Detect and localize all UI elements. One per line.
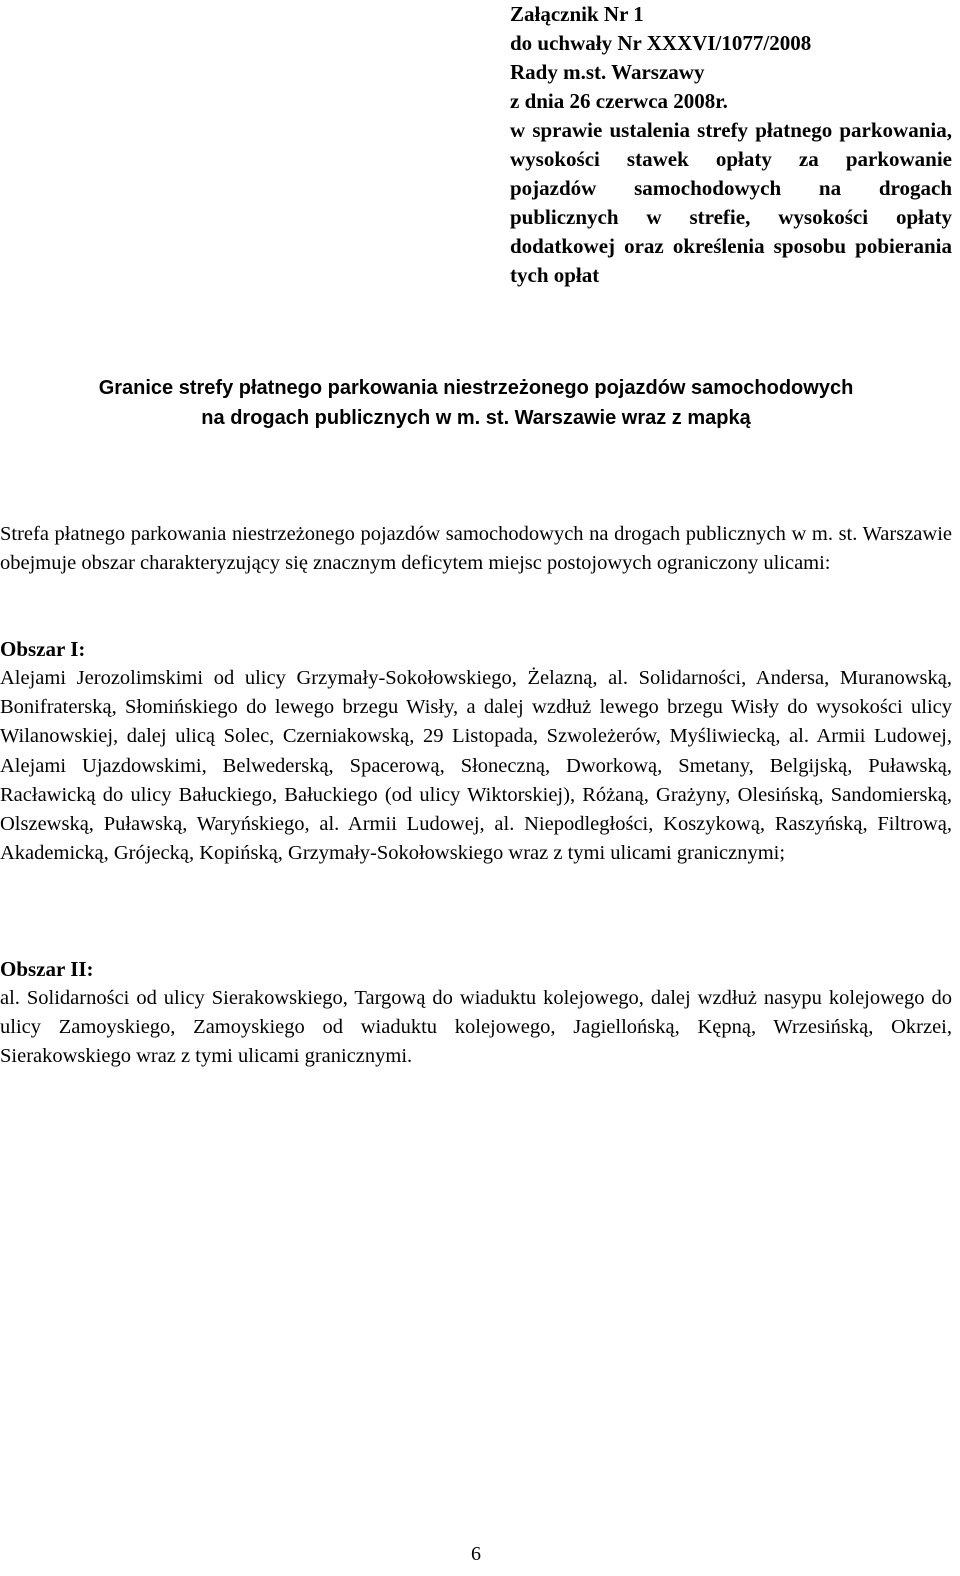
document-title — [0, 373, 952, 433]
attachment-number: Załącznik Nr 1 — [510, 2, 644, 26]
intro-paragraph: Strefa płatnego parkowania niestrzeżonego pojazdów samochodowych na drogach publicznych w m. st. Warszawie obejmuje obszar charakteryzujący się znacznym deficytem miejsc postojowych ograniczony ulicami: — [0, 523, 952, 575]
area-1-description: Alejami Jerozolimskimi od ulicy Grzymały-Sokołowskiego, Żelazną, al. Solidarności, Andersa, Muranowską, Bonifraterską, Słomińskiego do lewego brzegu Wisły, a dalej wzdłuż lewego brzegu Wisły do wysokości ulicy Wilanowskiej, dalej ulicą Solec, Czerniakowską, 29 Listopada, Szwoleżerów, Myśliwiecką, al. Armii Ludowej, Alejami Ujazdowskimi, Belwederską, Spacerową, Słoneczną, Dworkową, Smetany, Belgijską, Puławską, Racławicką do ulicy Bałuckiego, Bałuckiego (od ulicy Wiktorskiej), Różaną, Grażyny, Olesińską, Sandomierską, Olszewską, Puławską, Waryńskiego, al. Armii Ludowej, al. Niepodległości, Koszykową, Raszyńską, Filtrową, Akademicką, Grójecką, Kopińską, Grzymały-Sokołowskiego wraz z tymi ulicami granicznymi; — [0, 667, 952, 865]
resolution-date: z dnia 26 czerwca 2008r. — [510, 89, 728, 113]
attachment-header — [510, 0, 952, 290]
area-1-heading: Obszar I: — [0, 637, 86, 661]
title-line-2: na drogach publicznych w m. st. Warszawie wraz z mapką — [201, 407, 751, 429]
area-2-heading: Obszar II: — [0, 957, 94, 981]
resolution-subject: w sprawie ustalenia strefy płatnego parkowania, wysokości stawek opłaty za parkowanie pojazdów samochodowych na drogach publicznych w strefie, wysokości opłaty dodatkowej oraz określenia sposobu pobierania tych opłat — [510, 118, 952, 287]
area-2-description: al. Solidarności od ulicy Sierakowskiego, Targową do wiaduktu kolejowego, dalej wzdłuż nasypu kolejowego do ulicy Zamoyskiego, Zamoyskiego od wiaduktu kolejowego, Jagiellońską, Kępną, Wrzesińską, Okrzei, Sierakowskiego wraz z tymi ulicami granicznymi. — [0, 987, 952, 1068]
title-line-1: Granice strefy płatnego parkowania niestrzeżonego pojazdów samochodowych — [98, 377, 854, 399]
council-name: Rady m.st. Warszawy — [510, 60, 705, 84]
page-number: 6 — [471, 1543, 481, 1565]
resolution-number: do uchwały Nr XXXVI/1077/2008 — [510, 31, 812, 55]
